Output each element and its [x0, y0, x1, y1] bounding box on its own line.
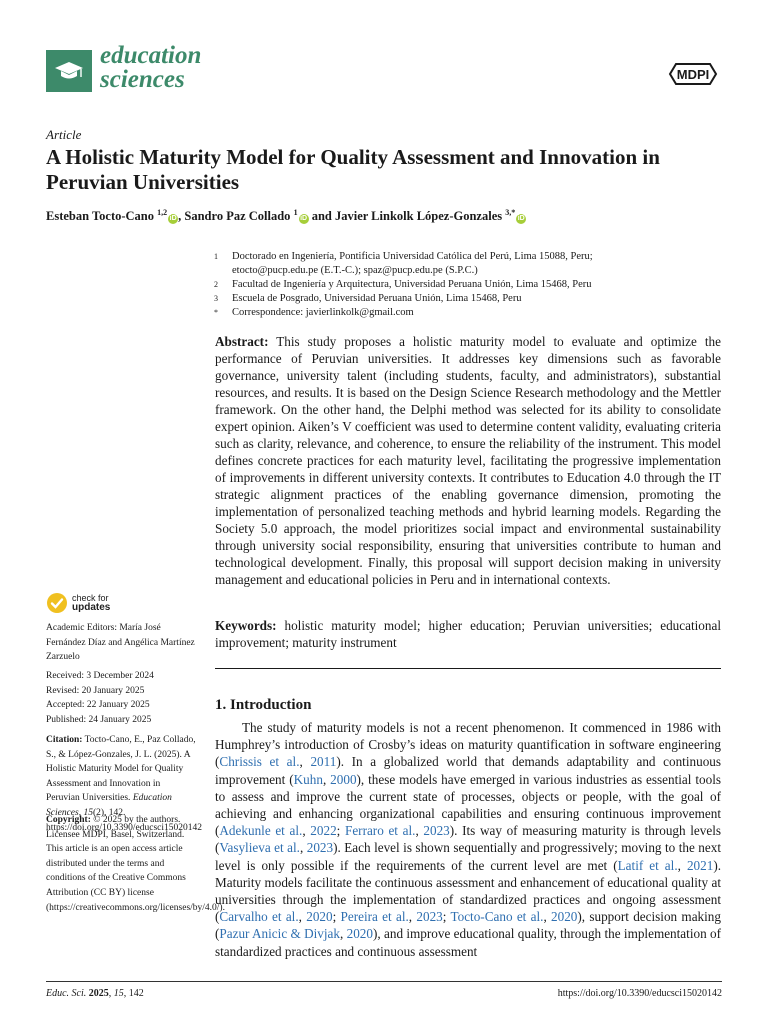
citation-link[interactable]: Kuhn [293, 771, 323, 787]
citation-link[interactable]: 2021 [686, 857, 714, 873]
intro-text-segment: ), and improve educational quality, through the implementation of standardized practices and continuous assessment [215, 926, 721, 959]
journal-logo-icon [46, 50, 92, 92]
orcid-icon[interactable]: iD [169, 215, 177, 223]
citation-link[interactable]: Adekunle et al. [219, 823, 303, 839]
affiliation-mark: 3 [214, 294, 218, 303]
check-line1: check for [72, 593, 109, 603]
citation-link[interactable]: Pazur Anicic & Divjak [219, 926, 340, 942]
intro-paragraph [215, 719, 721, 960]
citation-link[interactable]: 2000 [330, 771, 357, 787]
affiliations [214, 250, 714, 320]
intro-text-segment: , [322, 771, 331, 787]
intro-text-segment: ). Each level is shown sequentially and progressively; moving to the next level is only possible if the requirements of the current level are met ( [215, 840, 721, 873]
journal-name[interactable] [100, 44, 201, 92]
academic-editors: Academic Editors: María José Fernández Díaz and Angélica Martínez Zarzuelo [46, 623, 195, 663]
intro-text-segment: , [543, 909, 552, 925]
affiliation-mark: * [214, 308, 218, 317]
author-name[interactable]: Esteban Tocto-Cano [46, 209, 155, 224]
footer-divider [46, 981, 722, 982]
intro-text-segment: , [408, 909, 417, 925]
footer-article-no: , 142 [123, 988, 144, 999]
affiliation-row [214, 292, 714, 306]
article-type: Article [46, 127, 82, 142]
citation-label: Citation: [46, 735, 83, 745]
intro-text-segment: ; [336, 823, 345, 839]
keywords [215, 617, 721, 651]
footer-citation: Educ. Sci. 2025, 15, 142 [46, 988, 144, 999]
footer-doi-link[interactable]: https://doi.org/10.3390/educsci15020142 [557, 988, 722, 999]
affiliation-row [214, 306, 714, 320]
article-dates [46, 669, 196, 727]
citation-link[interactable]: Ferraro et al. [344, 823, 416, 839]
keywords-text: holistic maturity model; higher education; Peruvian universities; educational improvement; maturity instrument [215, 618, 721, 650]
intro-text-segment: ). In a globalized world that demands adaptability and continuous improvement ( [215, 754, 722, 787]
date-revised: Revised: 20 January 2025 [46, 685, 145, 696]
author-name[interactable]: Javier Linkolk López-Gonzales [334, 209, 503, 224]
affiliation-text: Facultad de Ingeniería y Arquitectura, Universidad Peruana Unión, Lima 15468, Peru [232, 279, 592, 290]
intro-text-segment: , [299, 754, 311, 770]
affiliation-row [214, 278, 714, 292]
citation-link[interactable]: 2023 [416, 909, 443, 925]
date-accepted: Accepted: 22 January 2025 [46, 700, 150, 711]
intro-text-segment: , [339, 926, 347, 942]
check-for-updates-button[interactable] [46, 592, 110, 614]
intro-text-segment: , [299, 840, 307, 856]
mdpi-logo[interactable] [667, 60, 719, 88]
intro-text-segment: , [298, 909, 307, 925]
citation-doi[interactable]: (2), 142. https://doi.org/10.3390/educsci15020142 [46, 807, 203, 833]
citation-link[interactable]: 2011 [310, 754, 337, 770]
affiliation-mark: 2 [214, 280, 218, 289]
journal-name-line1: education [100, 42, 202, 69]
section-divider [215, 668, 721, 669]
citation-journal: Education Sciences, 15 [46, 793, 172, 818]
citation-link[interactable]: 2020 [551, 909, 578, 925]
citation-link[interactable]: Latif et al. [617, 857, 678, 873]
intro-text-segment: The study of maturity models is not a recent phenomenon. It commenced in 1986 with Humphrey’s introduction of Crosby’s ideas on maturity quantification in software engineering ( [215, 720, 721, 770]
check-line2: updates [72, 602, 111, 613]
correspondence-text: Correspondence: javierlinkolk@gmail.com [232, 307, 414, 318]
intro-text-segment: , [677, 857, 687, 873]
date-received: Received: 3 December 2024 [46, 671, 154, 681]
citation-link[interactable]: Chrissis et al. [219, 754, 300, 770]
affiliation-row [214, 250, 714, 264]
article-title: A Holistic Maturity Model for Quality Assessment and Innovation in Peruvian Universities [46, 145, 660, 194]
citation-link[interactable]: Vasylieva et al. [219, 840, 300, 856]
intro-text-segment: ). Its way of measuring maturity is through levels ( [215, 823, 722, 856]
intro-text-segment: , [302, 823, 311, 839]
citation-text: Tocto-Cano, E., Paz Collado, S., & López-Gonzales, J. L. (2025). A Holistic Maturity Model for Quality Assessment and Innovation in Peruvian Universities. [46, 735, 196, 804]
citation-link[interactable]: Pereira et al. [340, 909, 409, 925]
citation-link[interactable]: 2023 [423, 823, 450, 839]
author-affiliation-sup: 3,* [505, 208, 516, 217]
author-name[interactable]: Sandro Paz Collado [184, 209, 291, 224]
affiliation-mark: 1 [214, 252, 218, 261]
copyright-label: Copyright: [46, 815, 91, 825]
keywords-label: Keywords: [215, 618, 277, 633]
affiliation-text: Escuela de Posgrado, Universidad Peruana Unión, Lima 15468, Peru [232, 293, 522, 304]
intro-text-segment: ), support decision making ( [215, 909, 721, 942]
author-affiliation-sup: 1,2 [157, 208, 168, 217]
affiliation-row [214, 264, 714, 278]
author-affiliation-sup: 1 [293, 208, 298, 217]
footer-volume: 15 [113, 988, 124, 999]
citation-link[interactable]: Tocto-Cano et al. [450, 909, 544, 925]
check-for-updates-icon [46, 592, 68, 614]
abstract-text: This study proposes a holistic maturity model to evaluate and optimize the performance of Peruvian universities. It addresses key dimensions such as favorable governance, university talent (including students, faculty, and administrators), substantial resources, and results. It is based on the Design Science Research methodology and the Mettler framework. On the other hand, the Delphi method was selected for its ability to consolidate expert opinion. Aiken’s V coefficient was used to determine content validity, evaluating criteria such as clarity, relevance, and coherence, to ensure the reliability of the instrument. This model defines concrete practices for each maturity level, facilitating the progressive implementation of improvements in different university contexts. It contributes to Education 4.0 through the IT strategic alignment practices of the enabling governance dimension, promoting the implementation of personalized teaching methods and hybrid learning models. Regarding the Society 5.0 approach, the model prioritizes social impact and environmental sustainability through university social responsibility, ensuring that universities contribute to human and technological development. Finally, this proposal will support decision making in university management and educational policies in Peru and in international contexts. [215, 334, 721, 587]
citation-link[interactable]: 2020 [306, 909, 333, 925]
intro-text-segment: ). Maturity models facilitate the continuous assessment and enhancement of educational quality at universities through the implementation of standardized practices and ongoing assessment ( [215, 857, 722, 925]
affiliation-text: Doctorado en Ingeniería, Pontificia Universidad Católica del Perú, Lima 15088, Peru; [232, 251, 593, 262]
section-heading: 1. Introduction [215, 697, 312, 713]
author-list [46, 208, 526, 224]
affiliation-mark [214, 264, 232, 278]
affiliation-text: etocto@pucp.edu.pe (E.T.-C.); spaz@pucp.edu.pe (S.P.C.) [232, 265, 478, 276]
copyright-text: © 2025 by the authors. Licensee MDPI, Basel, Switzerland. This article is an open access article distributed under the terms and conditions of the Creative Commons Attribution (CC BY) license (https://creativecommons.org/licenses/by/4.0/). [46, 815, 225, 913]
citation-link[interactable]: Carvalho et al. [219, 909, 299, 925]
intro-paragraph-body [215, 719, 721, 960]
author-separator: , [178, 209, 185, 224]
intro-text-segment: , [415, 823, 424, 839]
check-for-updates-label [72, 594, 110, 612]
footer-year: 2025 [88, 988, 109, 999]
orcid-icon[interactable]: iD [517, 215, 525, 223]
date-published: Published: 24 January 2025 [46, 714, 152, 725]
copyright-block [46, 813, 225, 915]
intro-text-segment: ; [442, 909, 451, 925]
abstract [215, 333, 721, 588]
citation-link[interactable]: 2020 [346, 926, 373, 942]
footer-journal: Educ. Sci. [46, 988, 87, 999]
orcid-icon[interactable]: iD [300, 215, 308, 223]
citation-link[interactable]: 2023 [306, 840, 334, 856]
abstract-label: Abstract: [215, 334, 269, 349]
intro-text-segment: ), these models have emerged in various industries as essential tools to assess and improve the current state of processes, objects or people, with the goal of achieving and enhancing organizational capabilities and ensuring continuous improvement ( [215, 771, 721, 839]
author-separator: and [308, 209, 335, 224]
journal-name-line2: sciences [100, 66, 185, 93]
citation-link[interactable]: 2022 [310, 823, 337, 839]
publisher-name: MDPI [676, 67, 710, 82]
intro-text-segment: ; [332, 909, 341, 925]
